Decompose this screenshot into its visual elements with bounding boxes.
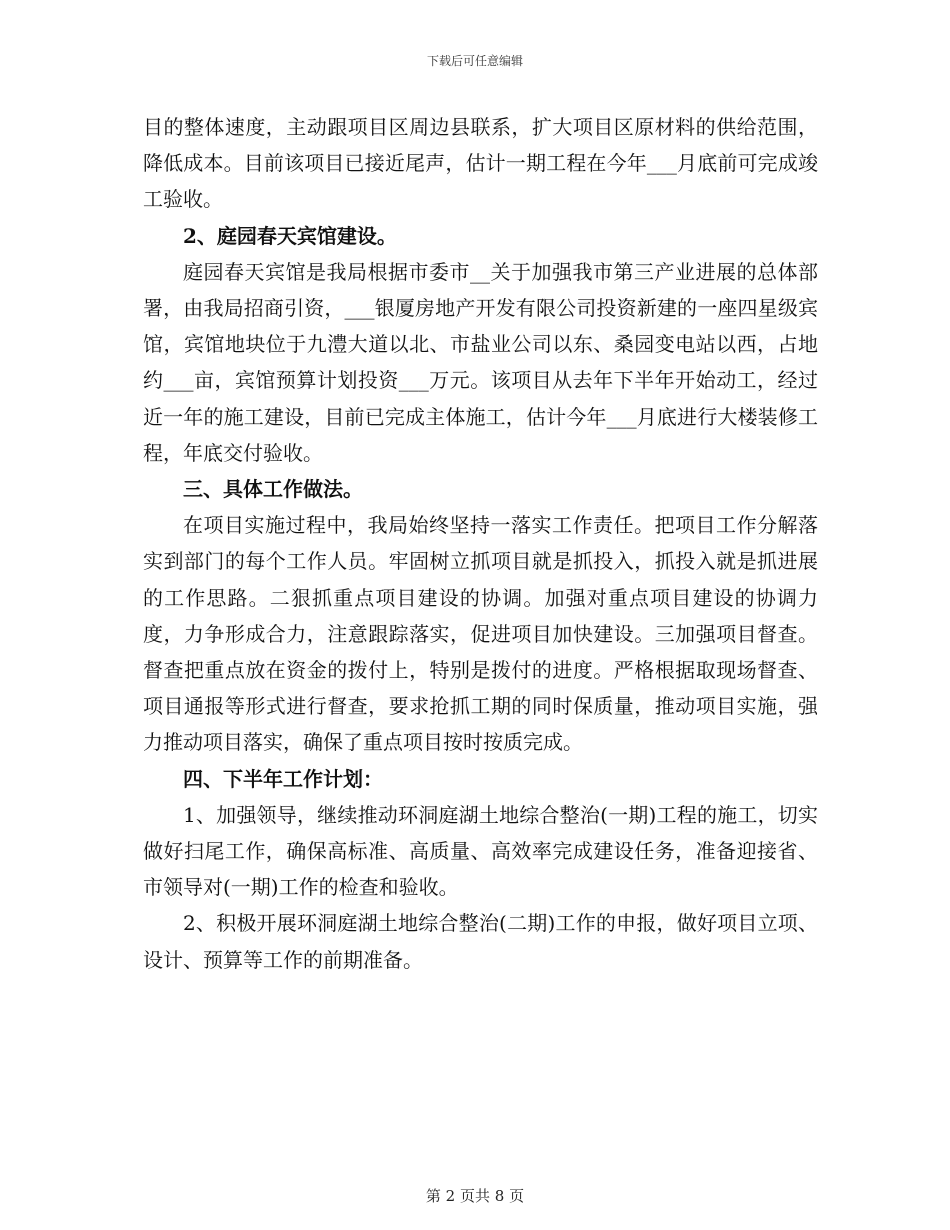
paragraph-continuation: 目的整体速度，主动跟项目区周边县联系，扩大项目区原材料的供给范围，降低成本。目前该项目已接近尾声，估计一期工程在今年___月底前可完成竣工验收。	[143, 115, 818, 212]
paragraph-plan-1: 1、加强领导，继续推动环洞庭湖土地综合整治(一期)工程的施工，切实做好扫尾工作，确保高标准、高质量、高效率完成建设任务，准备迎接省、市领导对(一期)工作的检查和验收。	[143, 802, 818, 900]
page-header: 下载后可任意编辑	[426, 54, 523, 68]
section-heading-methods: 三、具体工作做法。	[183, 477, 363, 502]
page-number: 第 2 页共 8 页	[425, 1187, 525, 1205]
paragraph-plan-2: 2、积极开展环洞庭湖土地综合整治(二期)工作的申报，做好项目立项、设计、预算等工作的前期准备。	[143, 911, 818, 972]
document-body	[143, 109, 818, 978]
section-heading-plan: 四、下半年工作计划：	[183, 766, 383, 791]
section-heading-hotel: 2、庭园春天宾馆建设。	[183, 223, 397, 248]
paragraph-hotel: 庭园春天宾馆是我局根据市委市__关于加强我市第三产业进展的总体部署，由我局招商引资，___银厦房地产开发有限公司投资新建的一座四星级宾馆，宾馆地块位于九澧大道以北、市盐业公司以东、桑园变电站以西，占地约___亩，宾馆预算计划投资___万元。该项目从去年下半年开始动工，经过近一年的施工建设，目前已完成主体施工，估计今年___月底进行大楼装修工程，年底交付验收。	[143, 259, 818, 465]
paragraph-methods: 在项目实施过程中，我局始终坚持一落实工作责任。把项目工作分解落实到部门的每个工作人员。牢固树立抓项目就是抓投入，抓投入就是抓进展的工作思路。二狠抓重点项目建设的协调。加强对重点项目建设的协调力度，力争形成合力，注意跟踪落实，促进项目加快建设。三加强项目督查。督查把重点放在资金的拨付上，特别是拨付的进度。严格根据取现场督查、项目通报等形式进行督查，要求抢抓工期的同时保质量，推动项目实施，强力推动项目落实，确保了重点项目按时按质完成。	[143, 513, 818, 755]
